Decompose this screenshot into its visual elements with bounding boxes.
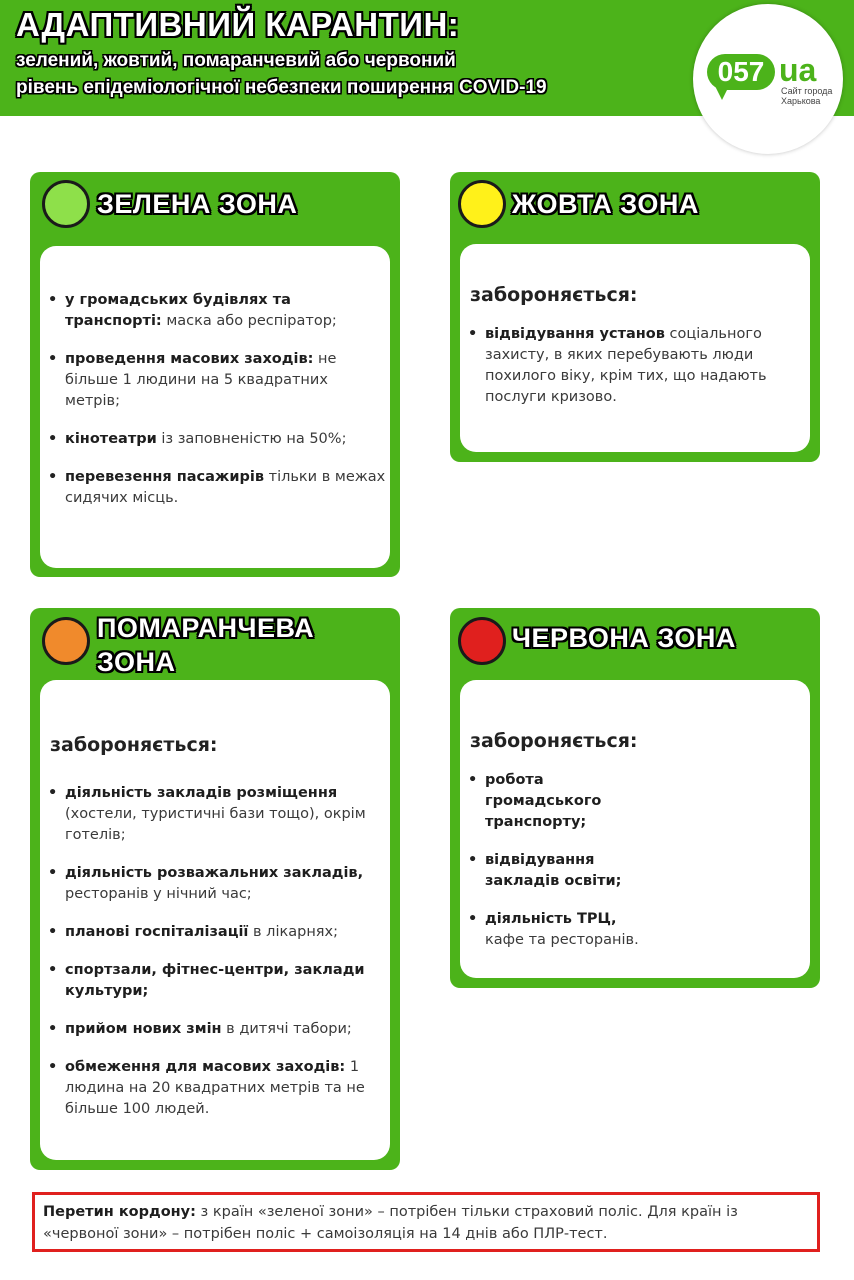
list-item: • діяльність ТРЦ, кафе та ресторанів.	[468, 909, 658, 951]
yellow-zone-forbidden-label: забороняється:	[470, 284, 638, 306]
page-title: АДАПТИВНИЙ КАРАНТИН:	[16, 6, 460, 43]
list-item: • робота громадського транспорту;	[468, 770, 658, 833]
list-item: • обмеження для масових заходів: 1 людина на 20 квадратних метрів та не більше 100 людей.	[48, 1057, 390, 1120]
list-item: • спортзали, фітнес-центри, заклади культури;	[48, 960, 390, 1002]
yellow-zone-title: ЖОВТА ЗОНА	[512, 189, 699, 219]
red-zone-list	[468, 770, 658, 968]
yellow-zone-list	[468, 324, 806, 425]
green-zone-list	[48, 290, 386, 526]
list-item: • прийом нових змін в дитячі табори;	[48, 1019, 390, 1040]
list-item: • відвідування установ соціального захисту, в яких перебувають люди похилого віку, крім тих, що надають послуги кризово.	[468, 324, 806, 408]
site-logo[interactable]	[693, 4, 843, 154]
logo-speech-tail	[715, 86, 729, 100]
logo-caption: Сайт города Харькова	[781, 86, 833, 106]
list-item: • планові госпіталізації в лікарнях;	[48, 922, 390, 943]
list-item: • діяльність закладів розміщення (хостели, туристичні бази тощо), окрім готелів;	[48, 783, 390, 846]
orange-zone-dot-icon	[42, 617, 90, 665]
border-note-text: з країн «зеленої зони» – потрібен тільки страховий поліс. Для країн із «червоної зони» – потрібен поліс + самоізоляція на 14 днів або ПЛР-тест.	[43, 1204, 738, 1242]
green-zone-title: ЗЕЛЕНА ЗОНА	[97, 189, 298, 219]
list-item: • перевезення пасажирів тільки в межах сидячих місць.	[48, 467, 386, 509]
border-note-label: Перетин кордону:	[43, 1204, 196, 1220]
page-subtitle-line-1: зелений, жовтий, помаранчевий або червоний	[16, 50, 456, 71]
list-item: • проведення масових заходів: не більше 1 людини на 5 квадратних метрів;	[48, 349, 386, 412]
logo-number: 057	[707, 54, 775, 90]
border-crossing-note	[32, 1192, 820, 1252]
orange-zone-forbidden-label: забороняється:	[50, 734, 218, 756]
red-zone-dot-icon	[458, 617, 506, 665]
orange-zone-title-line-1: ПОМАРАНЧЕВА	[97, 613, 315, 643]
yellow-zone-dot-icon	[458, 180, 506, 228]
logo-domain: ua	[779, 52, 817, 88]
orange-zone-list	[48, 783, 390, 1137]
list-item: • кінотеатри із заповненістю на 50%;	[48, 429, 386, 450]
list-item: • діяльність розважальних закладів, ресторанів у нічний час;	[48, 863, 390, 905]
red-zone-title: ЧЕРВОНА ЗОНА	[512, 623, 736, 653]
page-subtitle-line-2: рівень епідеміологічної небезпеки поширення COVID-19	[16, 77, 547, 98]
green-zone-dot-icon	[42, 180, 90, 228]
list-item: • у громадських будівлях та транспорті: маска або респіратор;	[48, 290, 386, 332]
red-zone-forbidden-label: забороняється:	[470, 730, 638, 752]
list-item: • відвідування закладів освіти;	[468, 850, 658, 892]
orange-zone-title-line-2: ЗОНА	[97, 647, 176, 677]
